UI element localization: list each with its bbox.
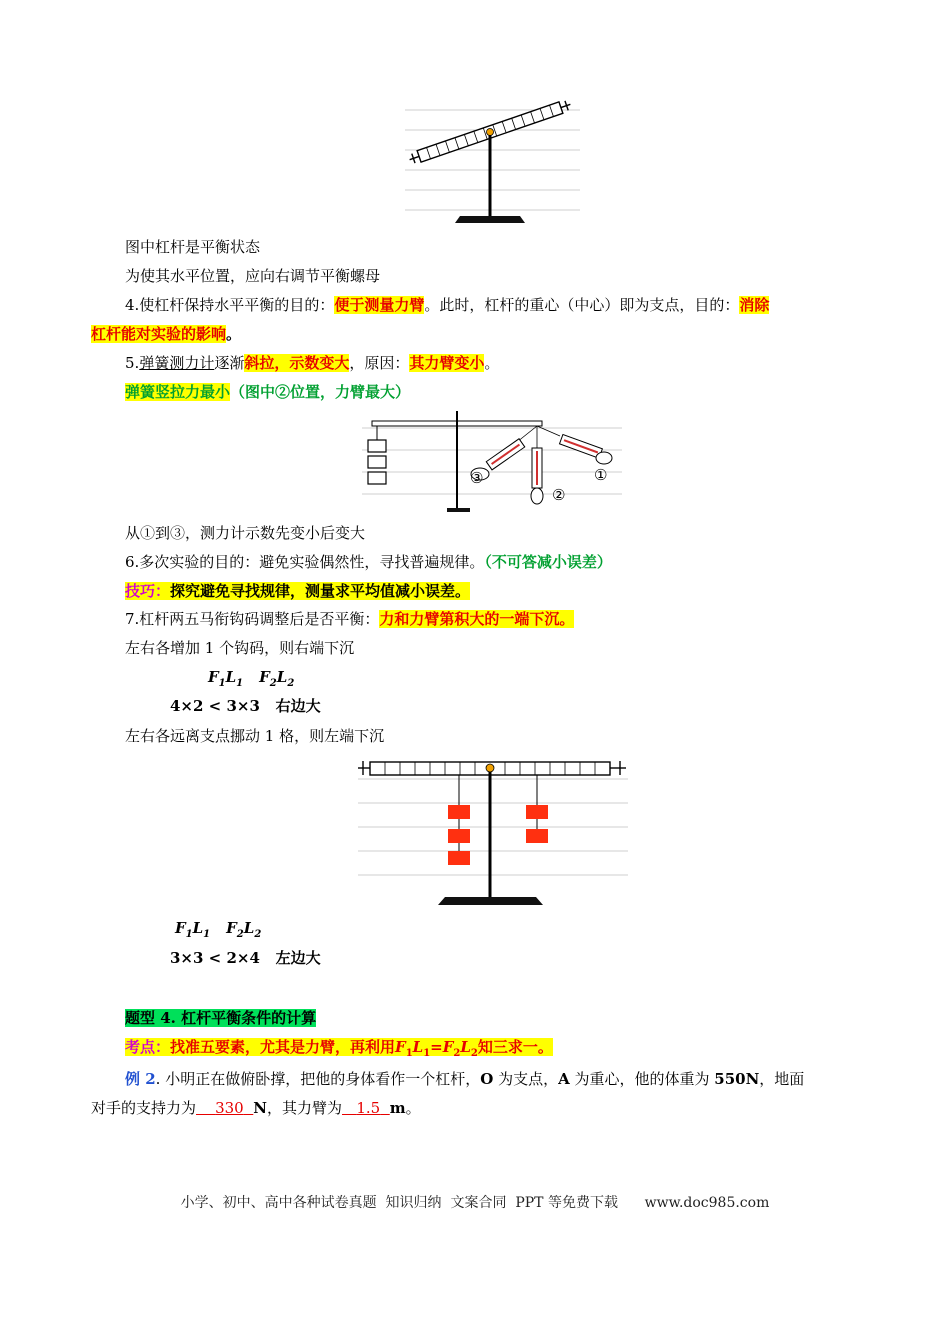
text-line-2: 为使其水平位置，应向右调节平衡螺母: [125, 267, 381, 285]
label-position-1: ①: [594, 466, 608, 484]
text-line-6: 弹簧竖拉力最小（图中②位置，力臂最大）: [125, 383, 411, 401]
figure-tilted-lever: [405, 88, 580, 228]
comparison-line-2: 3×3 < 2×4 左边大: [170, 949, 321, 967]
example-line-2: 对手的支持力为 330 N，其力臂为 1.5 m。: [91, 1099, 421, 1117]
text-line-9: 技巧：探究避免寻找规律，测量求平均值减小误差。: [125, 582, 471, 600]
text-line-8: 6.多次实验的目的：避免实验偶然性，寻找普遍规律。（不可答减小误差）: [125, 553, 612, 571]
formula-line-1: $F_1L_1$ $F_2L_2$: [208, 668, 295, 689]
answer-force-arm: 1.5: [356, 1099, 381, 1117]
label-position-2: ②: [552, 486, 566, 504]
text-line-11: 左右各增加 1 个钩码，则右端下沉: [125, 639, 355, 657]
text-line-1: 图中杠杆是平衡状态: [125, 238, 261, 256]
figure-spring-scale-angles: [362, 408, 622, 514]
key-point-line: 考点：找准五要素，尤其是力臂，再利用$F_1L_1=F_2L_2$知三求一。: [125, 1038, 553, 1059]
figure-horizontal-lever-weights: [358, 757, 628, 909]
example-line-1: 例 2. 小明正在做俯卧撑，把他的身体看作一个杠杆，O 为支点，A 为重心，他的体重为 550N，地面: [125, 1070, 805, 1088]
label-position-3: ③: [470, 469, 484, 487]
section-title: 题型 4. 杠杆平衡条件的计算: [125, 1009, 317, 1027]
text-line-5: 5.弹簧测力计逐渐斜拉，示数变大，原因：其力臂变小。: [125, 354, 500, 372]
text-line-14: 左右各远离支点挪动 1 格，则左端下沉: [125, 727, 385, 745]
answer-support-force: 330: [215, 1099, 244, 1117]
text-line-7: 从①到③，测力计示数先变小后变大: [125, 524, 366, 542]
page-footer: 小学、初中、高中各种试卷真题 知识归纳 文案合同 PPT 等免费下载 www.doc985.com: [180, 1195, 770, 1211]
text-line-3: 4.使杠杆保持水平平衡的目的：便于测量力臂。此时，杠杆的重心（中心）即为支点，目的：消除: [125, 296, 770, 314]
formula-line-2: $F_1L_1$ $F_2L_2$: [175, 919, 262, 940]
text-line-10: 7.杠杆两五马衔钩码调整后是否平衡：力和力臂第积大的一端下沉。: [125, 610, 575, 628]
text-line-4: 杠杆能对实验的影响。: [91, 325, 242, 343]
comparison-line-1: 4×2 < 3×3 右边大: [170, 697, 321, 715]
